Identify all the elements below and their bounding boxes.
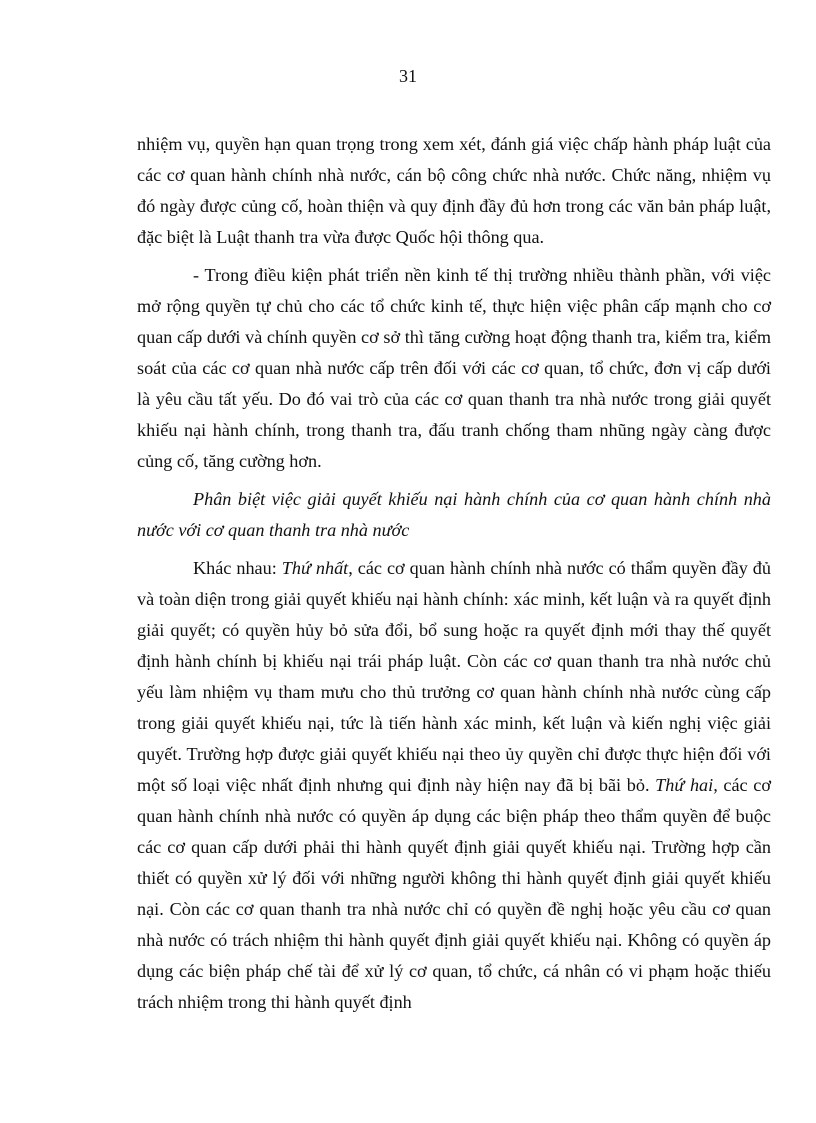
section-heading-distinction: Phân biệt việc giải quyết khiếu nại hành chính của cơ quan hành chính nhà nước với cơ quan thanh tra nhà nước [137,489,771,540]
first-point-label: Thứ nhất [281,558,349,578]
body-text [137,129,771,1025]
differences-lead: Khác nhau: [193,558,282,578]
second-point-label: Thứ hai, [655,775,718,795]
first-point-text: , các cơ quan hành chính nhà nước có thẩm quyền đầy đủ và toàn diện trong giải quyết khiếu nại hành chính: xác minh, kết luận và ra quyết định giải quyết; có quyền hủy bỏ sửa đổi, bổ sung hoặc ra quyết định mới thay thế quyết định hành chính bị khiếu nại trái pháp luật. Còn các cơ quan thanh tra nhà nước chủ yếu làm nhiệm vụ tham mưu cho thủ trưởng cơ quan hành chính nhà nước cùng cấp trong giải quyết khiếu nại, tức là tiến hành xác minh, kết luận và kiến nghị việc giải quyết. Trường hợp được giải quyết khiếu nại theo ủy quyền chỉ được thực hiện đối với một số loại việc nhất định nhưng qui định này hiện nay đã bị bãi bỏ. [137,558,771,795]
paragraph-continuation: nhiệm vụ, quyền hạn quan trọng trong xem xét, đánh giá việc chấp hành pháp luật của các cơ quan hành chính nhà nước, cán bộ công chức nhà nước. Chức năng, nhiệm vụ đó ngày được củng cố, hoàn thiện và quy định đầy đủ hơn trong các văn bản pháp luật, đặc biệt là Luật thanh tra vừa được Quốc hội thông qua. [137,134,771,247]
paragraph-differences [137,553,771,1018]
paragraph-market-economy: - Trong điều kiện phát triển nền kinh tế thị trường nhiều thành phần, với việc mở rộng quyền tự chủ cho các tổ chức kinh tế, thực hiện việc phân cấp mạnh cho cơ quan cấp dưới và chính quyền cơ sở thì tăng cường hoạt động thanh tra, kiểm tra, kiểm soát của các cơ quan nhà nước cấp trên đối với các cơ quan, tổ chức, đơn vị cấp dưới là yêu cầu tất yếu. Do đó vai trò của các cơ quan thanh tra nhà nước trong giải quyết khiếu nại hành chính, trong thanh tra, đấu tranh chống tham nhũng ngày càng được củng cố, tăng cường hơn. [137,265,771,471]
second-point-text: các cơ quan hành chính nhà nước có quyền áp dụng các biện pháp theo thẩm quyền để buộc các cơ quan cấp dưới phải thi hành quyết định giải quyết khiếu nại. Trường hợp cần thiết có quyền xử lý đối với những người không thi hành quyết định giải quyết khiếu nại. Còn các cơ quan thanh tra nhà nước chỉ có quyền đề nghị hoặc yêu cầu cơ quan nhà nước có trách nhiệm thi hành quyết định giải quyết khiếu nại. Không có quyền áp dụng các biện pháp chế tài để xử lý cơ quan, tổ chức, cá nhân có vi phạm hoặc thiếu trách nhiệm trong thi hành quyết định [137,775,771,1012]
page-number: 31 [399,66,417,86]
